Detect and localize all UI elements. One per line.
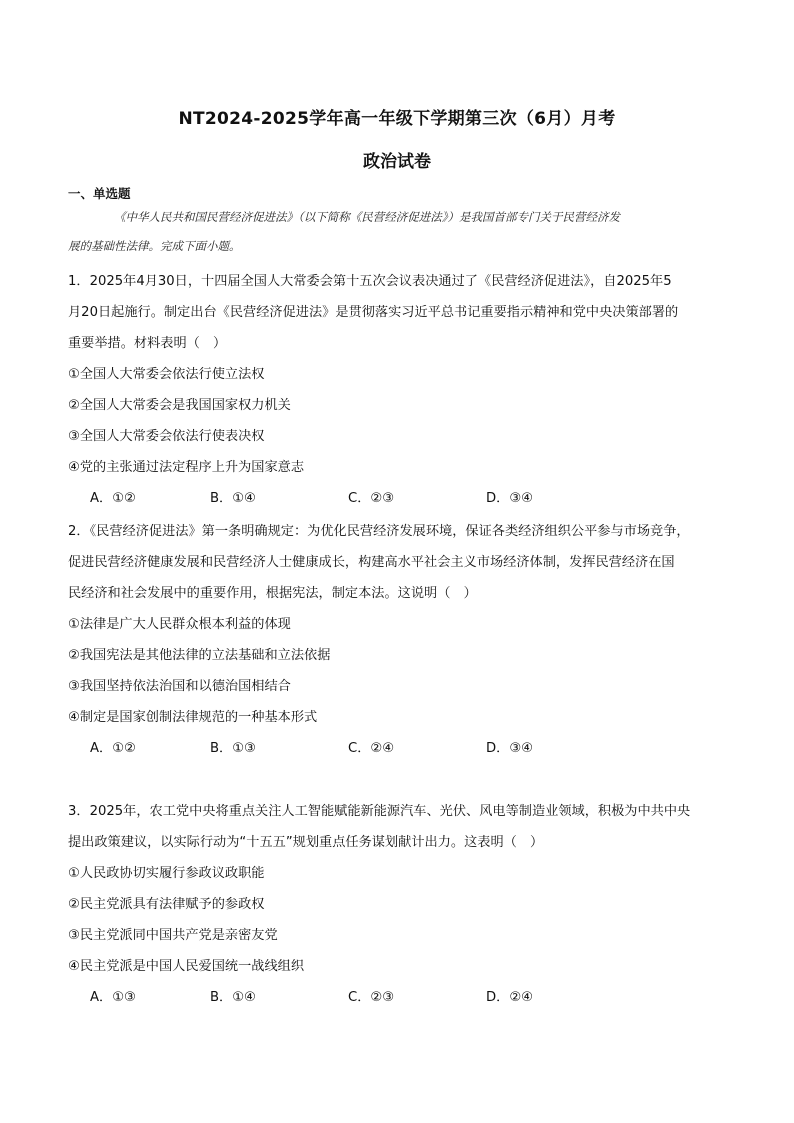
question-1-item: ③全国人大常委会依法行使表决权: [68, 429, 265, 444]
question-1-item: ②全国人大常委会是我国国家权力机关: [68, 398, 291, 413]
option-c[interactable]: C．②③: [348, 990, 395, 1005]
option-b[interactable]: B．①③: [210, 741, 256, 756]
question-2-stem: 民经济和社会发展中的重要作用，根据宪法，制定本法。这说明（ ）: [68, 586, 477, 601]
question-2-item: ②我国宪法是其他法律的立法基础和立法依据: [68, 648, 331, 663]
question-3-item: ④民主党派是中国人民爱国统一战线组织: [68, 959, 305, 974]
option-b[interactable]: B．①④: [210, 491, 256, 506]
question-3-stem: 3．2025年，农工党中央将重点关注人工智能赋能新能源汽车、光伏、风电等制造业领域，积极为中共中央: [68, 804, 691, 819]
question-3-item: ②民主党派具有法律赋予的参政权: [68, 897, 265, 912]
question-3-item: ③民主党派同中国共产党是亲密友党: [68, 928, 278, 943]
question-2-item: ③我国坚持依法治国和以德治国相结合: [68, 679, 291, 694]
option-a[interactable]: A．①②: [90, 491, 136, 506]
question-2-item: ④制定是国家创制法律规范的一种基本形式: [68, 710, 318, 725]
question-2-stem: 2．《民营经济促进法》第一条明确规定：为优化民营经济发展环境，保证各类经济组织公平参与市场竞争，: [68, 524, 690, 539]
option-c[interactable]: C．②④: [348, 741, 395, 756]
question-1-stem: 1．2025年4月30日，十四届全国人大常委会第十五次会议表决通过了《民营经济促进法》，自2025年5: [68, 274, 672, 289]
option-a[interactable]: A．①②: [90, 741, 136, 756]
question-1-item: ④党的主张通过法定程序上升为国家意志: [68, 460, 305, 475]
section-heading: 一、单选题: [68, 186, 131, 201]
question-3-item: ①人民政协切实履行参政议政职能: [68, 866, 265, 881]
question-1-stem: 月20日起施行。制定出台《民营经济促进法》是贯彻落实习近平总书记重要指示精神和党中央决策部署的: [68, 305, 679, 320]
question-1-stem: 重要举措。材料表明（ ）: [68, 336, 227, 351]
option-d[interactable]: D．③④: [486, 741, 533, 756]
option-b[interactable]: B．①④: [210, 990, 256, 1005]
option-d[interactable]: D．③④: [486, 491, 533, 506]
option-a[interactable]: A．①③: [90, 990, 136, 1005]
exam-title: NT2024-2025学年高一年级下学期第三次（6月）月考: [178, 109, 616, 129]
question-1-item: ①全国人大常委会依法行使立法权: [68, 367, 265, 382]
question-3-stem: 提出政策建议，以实际行动为“十五五”规划重点任务谋划献计出力。这表明（ ）: [68, 835, 544, 850]
exam-subtitle: 政治试卷: [363, 152, 431, 172]
question-2-item: ①法律是广大人民群众根本利益的体现: [68, 617, 291, 632]
intro-line: 展的基础性法律。完成下面小题。: [68, 239, 241, 253]
question-2-stem: 促进民营经济健康发展和民营经济人士健康成长，构建高水平社会主义市场经济体制，发挥民营经济在国: [68, 555, 675, 570]
option-d[interactable]: D．②④: [486, 990, 533, 1005]
intro-line: 《中华人民共和国民营经济促进法》（以下简称《民营经济促进法》）是我国首部专门关于民营经济发: [114, 210, 620, 224]
option-c[interactable]: C．②③: [348, 491, 395, 506]
